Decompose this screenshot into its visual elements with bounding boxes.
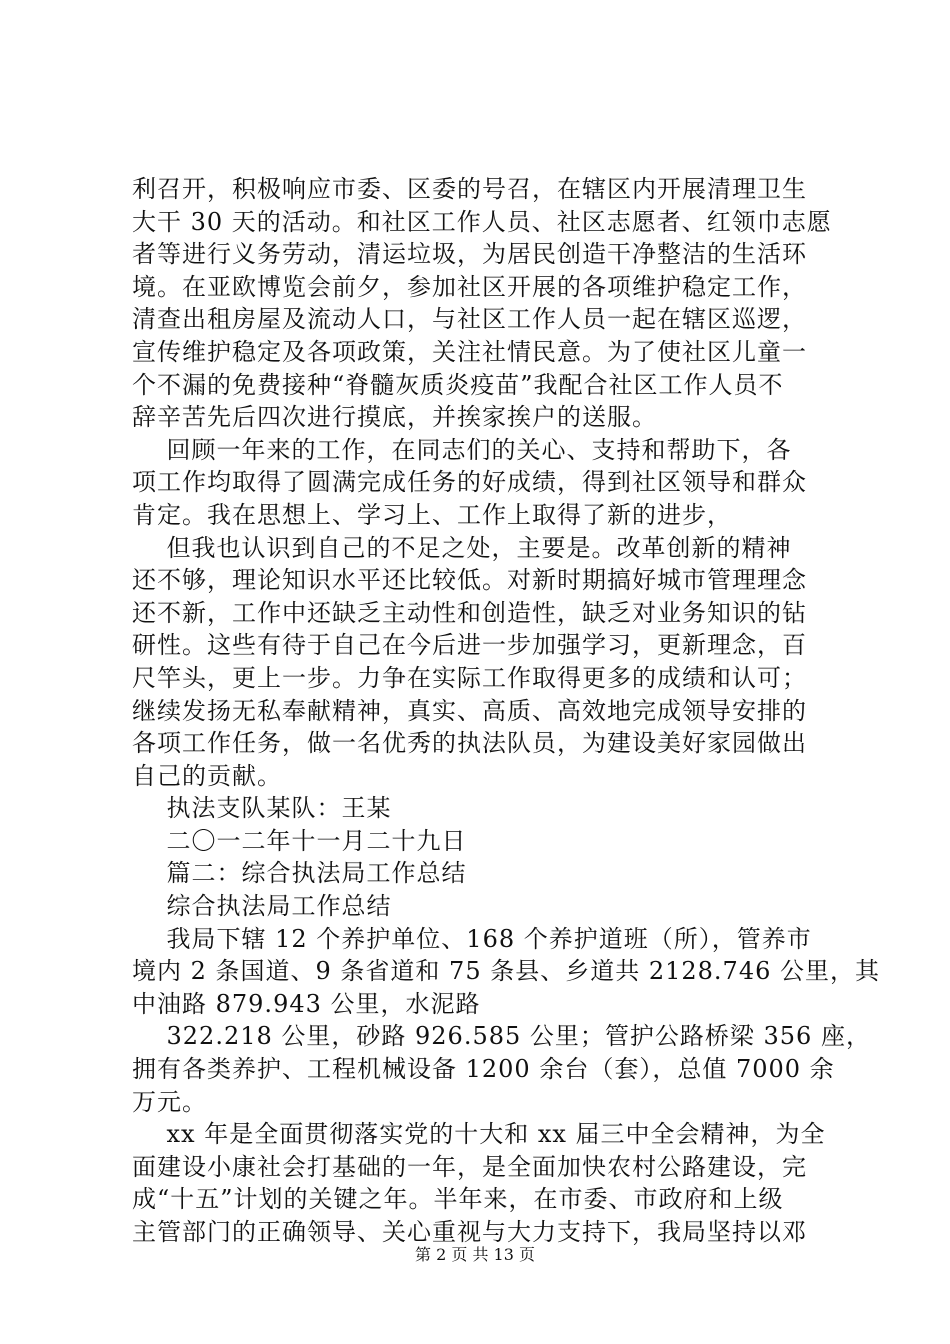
text-line: 成“十五”计划的关键之年。半年来，在市委、市政府和上级 bbox=[132, 1185, 784, 1214]
text-line: 面建设小康社会打基础的一年，是全面加快农村公路建设，完 bbox=[132, 1152, 807, 1181]
text-line: 宣传维护稳定及各项政策，关注社情民意。为了使社区儿童一 bbox=[132, 337, 807, 366]
text-line: 各项工作任务，做一名优秀的执法队员，为建设美好家园做出 bbox=[132, 729, 807, 758]
text-line: 主管部门的正确领导、关心重视与大力支持下，我局坚持以邓 bbox=[132, 1218, 807, 1246]
text-line: 万元。 bbox=[132, 1087, 207, 1116]
text-line: 大干 30 天的活动。和社区工作人员、社区志愿者、红领巾志愿 bbox=[132, 207, 832, 236]
document-body bbox=[132, 173, 880, 1249]
text-line: 还不新，工作中还缺乏主动性和创造性，缺乏对业务知识的钻 bbox=[132, 598, 807, 627]
text-line: 个不漏的免费接种“脊髓灰质炎疫苗”我配合社区工作人员不 bbox=[132, 370, 784, 399]
text-line: xx 年是全面贯彻落实党的十大和 xx 届三中全会精神，为全 bbox=[132, 1120, 826, 1149]
text-line: 还不够，理论知识水平还比较低。对新时期搞好城市管理理念 bbox=[132, 566, 807, 595]
text-line: 境内 2 条国道、9 条省道和 75 条县、乡道共 2128.746 公里，其 bbox=[132, 957, 880, 986]
page-footer: 第 2 页 共 13 页 bbox=[415, 1245, 535, 1264]
text-line: 尺竿头，更上一步。力争在实际工作取得更多的成绩和认可； bbox=[132, 663, 807, 692]
text-line: 拥有各类养护、工程机械设备 1200 余台（套），总值 7000 余 bbox=[132, 1055, 835, 1084]
text-line: 回顾一年来的工作，在同志们的关心、支持和帮助下，各 bbox=[132, 435, 792, 464]
signature-line: 执法支队某队：王某 bbox=[132, 794, 392, 823]
text-line: 辞辛苦先后四次进行摸底，并挨家挨户的送服。 bbox=[132, 403, 657, 432]
text-line: 清查出租房屋及流动人口，与社区工作人员一起在辖区巡逻， bbox=[132, 305, 807, 334]
text-line: 利召开，积极响应市委、区委的号召，在辖区内开展清理卫生 bbox=[132, 175, 807, 203]
text-line: 自己的贡献。 bbox=[132, 761, 282, 790]
section-title: 综合执法局工作总结 bbox=[132, 892, 392, 921]
text-line: 但我也认识到自己的不足之处，主要是。改革创新的精神 bbox=[132, 533, 792, 562]
text-line: 者等进行义务劳动，清运垃圾，为居民创造干净整洁的生活环 bbox=[132, 240, 807, 269]
text-line: 境。在亚欧博览会前夕，参加社区开展的各项维护稳定工作， bbox=[132, 272, 807, 301]
text-line: 继续发扬无私奉献精神，真实、高质、高效地完成领导安排的 bbox=[132, 696, 807, 725]
section-heading: 篇二：综合执法局工作总结 bbox=[132, 859, 467, 888]
date-line: 二〇一二年十一月二十九日 bbox=[132, 826, 467, 855]
text-line: 322.218 公里，砂路 926.585 公里；管护公路桥梁 356 座， bbox=[132, 1022, 871, 1051]
text-line: 研性。这些有待于自己在今后进一步加强学习，更新理念，百 bbox=[132, 631, 807, 660]
text-line: 肯定。我在思想上、学习上、工作上取得了新的进步， bbox=[132, 500, 732, 529]
text-line: 中油路 879.943 公里，水泥路 bbox=[132, 989, 481, 1018]
text-line: 我局下辖 12 个养护单位、168 个养护道班（所），管养市 bbox=[132, 924, 812, 953]
text-line: 项工作均取得了圆满完成任务的好成绩，得到社区领导和群众 bbox=[132, 468, 807, 497]
